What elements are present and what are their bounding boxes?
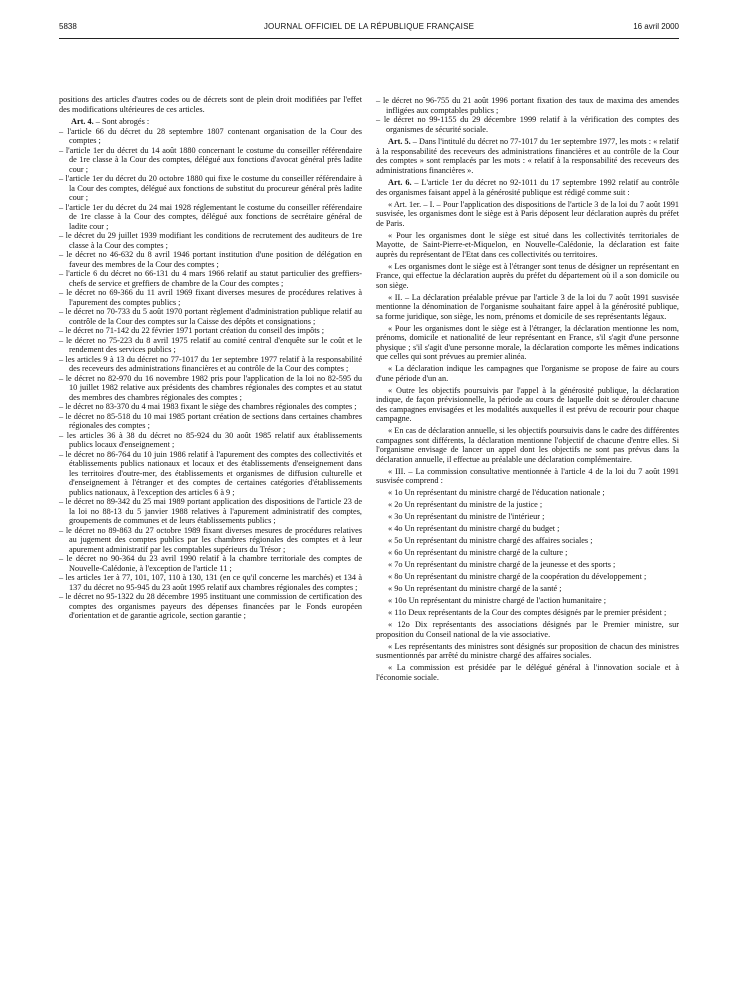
quoted-paragraph: « La commission est présidée par le délégué général à l'innovation sociale et à l'économie sociale. [376, 663, 679, 682]
article-4-label: Art. 4. [71, 117, 94, 126]
page-header [59, 22, 679, 36]
quoted-paragraph: « 1o Un représentant du ministre chargé de l'éducation nationale ; [388, 488, 605, 497]
list-item: – les articles 36 à 38 du décret no 85-924 du 30 août 1985 relatif aux établissements publics locaux d'enseignement ; [59, 430, 362, 449]
list-item: – le décret no 82-970 du 16 novembre 1982 pris pour l'application de la loi no 82-595 du 10 juillet 1982 relative aux présidents des chambres régionales des comptes et au statut des membres des chambres régionales des comptes ; [59, 373, 362, 402]
quoted-paragraph: « 10o Un représentant du ministre chargé de l'action humanitaire ; [388, 596, 607, 605]
right-column [376, 96, 679, 682]
quoted-paragraph: « La déclaration indique les campagnes que l'organisme se propose de faire au cours d'une période d'un an. [376, 364, 679, 383]
list-item: – le décret du 29 juillet 1939 modifiant les conditions de recrutement des auditeurs de 1re classe à la Cour des comptes ; [59, 231, 362, 250]
quoted-paragraph: « Les représentants des ministres sont désignés sur proposition de chacun des ministres susmentionnés par arrêté du ministre chargé des affaires sociales. [376, 641, 679, 660]
article-5-label: Art. 5. [388, 137, 411, 146]
article-4 [59, 117, 362, 127]
abrogation-list-continued [376, 96, 679, 134]
list-item: – le décret no 90-364 du 23 avril 1990 relatif à la chambre territoriale des comptes de Nouvelle-Calédonie, à l'exception de l'article 11 ; [59, 554, 362, 573]
list-item: – le décret no 69-366 du 11 avril 1969 fixant diverses mesures de procédures relatives à l'apurement des comptes publics ; [59, 288, 362, 307]
list-item: – le décret no 71-142 du 22 février 1971 portant création du conseil des impôts ; [59, 326, 325, 335]
quoted-paragraph: « Outre les objectifs poursuivis par l'appel à la générosité publique, la déclaration indique, de façon prévisionnelle, la période au cours de laquelle doit se dérouler chacune des campagnes envisagées et les modalités auxquelles il est prévu de recourir pour chaque campagne. [376, 385, 679, 423]
abrogation-list [59, 127, 362, 621]
page-number: 5838 [59, 22, 77, 31]
list-item: – le décret no 83-370 du 4 mai 1983 fixant le siège des chambres régionales des comptes ; [59, 402, 357, 411]
article-6 [376, 178, 679, 197]
quoted-paragraph: « 2o Un représentant du ministre de la justice ; [388, 500, 543, 509]
header-rule [59, 38, 679, 39]
quoted-paragraph: « 5o Un représentant du ministre chargé des affaires sociales ; [388, 536, 593, 545]
list-item: – l'article 66 du décret du 28 septembre 1807 contenant organisation de la Cour des comptes ; [59, 126, 362, 145]
article-6-label: Art. 6. [388, 178, 412, 187]
list-item: – les articles 9 à 13 du décret no 77-1017 du 1er septembre 1977 relatif à la responsabilité des receveurs des administrations financières et au contrôle de la Cour des comptes ; [59, 354, 362, 373]
list-item: – le décret no 89-863 du 27 octobre 1989 fixant diverses mesures de procédures relatives au jugement des comptes publics par les chambres régionales des comptes et à leur apurement administratif par les comptables supérieurs du Trésor ; [59, 525, 362, 554]
quoted-paragraph: « Art. 1er. – I. – Pour l'application des dispositions de l'article 3 de la loi du 7 août 1991 susvisée, les organismes dont le siège est à Paris déposent leur déclaration auprès du préfet de Paris. [376, 199, 679, 228]
list-item: – l'article 1er du décret du 14 août 1880 concernant le costume du conseiller référendaire de 1re classe à la Cour des comptes, délégué aux fonctions d'avocat général près ladite cour ; [59, 145, 362, 174]
article-4-text: – Sont abrogés : [93, 117, 150, 126]
article-5 [376, 137, 679, 175]
quoted-paragraph: « 11o Deux représentants de la Cour des comptes désignés par le premier président ; [388, 608, 667, 617]
list-item: – le décret no 70-733 du 5 août 1970 portant règlement d'administration publique relatif au contrôle de la Cour des comptes sur la Caisse des dépôts et consignations ; [59, 307, 362, 326]
left-column [59, 95, 362, 621]
journal-title: JOURNAL OFFICIEL DE LA RÉPUBLIQUE FRANÇAISE [263, 22, 475, 31]
list-item: – l'article 1er du décret du 20 octobre 1880 qui fixe le costume du conseiller référendaire à la Cour des comptes, délégué aux fonctions de substitut du procureur général près ladite cour ; [59, 174, 362, 202]
quoted-paragraph: « 3o Un représentant du ministre de l'intérieur ; [388, 512, 545, 521]
quoted-paragraph: « Les organismes dont le siège est à l'étranger sont tenus de désigner un représentant en France, qui effectue la déclaration auprès du préfet du département où il a son domicile ou son siège. [376, 261, 679, 290]
list-item: – le décret no 85-518 du 10 mai 1985 portant création de sections dans certaines chambres régionales des comptes ; [59, 411, 362, 430]
article-6-text: – L'article 1er du décret no 92-1011 du 17 septembre 1992 relatif au contrôle des organismes faisant appel à la générosité publique est rédigé comme suit : [376, 178, 679, 197]
list-item: – le décret no 99-1155 du 29 décembre 1999 relatif à la vérification des comptes des organismes de sécurité sociale. [376, 115, 679, 134]
list-item: – le décret no 89-342 du 25 mai 1989 portant application des dispositions de l'article 23 de la loi no 88-13 du 5 janvier 1988 relatives à l'apurement administratif des comptes, groupements de communes et de leurs établissements publics ; [59, 497, 362, 525]
quoted-paragraph: « III. – La commission consultative mentionnée à l'article 4 de la loi du 7 août 1991 susvisée comprend : [376, 466, 679, 485]
quoted-paragraph: « Pour les organismes dont le siège est à l'étranger, la déclaration mentionne les nom, prénoms, domicile et nationalité de leur représentant en France, s'il s'agit d'une personne physique ; s'il s'agit d'une personne morale, la déclaration comporte les mêmes indications que celles qui sont prévues au premier alinéa. [376, 323, 679, 361]
quoted-paragraph: « 6o Un représentant du ministre chargé de la culture ; [388, 548, 568, 557]
list-item: – les articles 1er à 77, 101, 107, 110 à 130, 131 (en ce qu'il concerne les marchés) et 134 à 137 du décret no 95-945 du 23 août 1995 relatif aux chambres régionales des comptes ; [59, 573, 362, 592]
list-item: – le décret no 86-764 du 10 juin 1986 relatif à l'apurement des comptes des collectivités et établissements publics nationaux et locaux et des établissements d'enseignement dans les territoires d'outre-mer, des établissements et organismes de diffusion culturelle et d'enseignement à l'étranger et des comptes de certaines catégories d'établissements publics nationaux, à l'exception des articles 6 à 9 ; [59, 449, 362, 497]
quoted-paragraph: « 8o Un représentant du ministre chargé de la coopération du développement ; [388, 572, 647, 581]
article-5-text: – Dans l'intitulé du décret no 77-1017 du 1er septembre 1977, les mots : « relatif à la responsabilité des receveurs des administrations financières et au contrôle de la Cour des comptes » sont remplacés par les mots : « relatif à la responsabilité des receveurs des administrations financières ». [376, 137, 679, 175]
quoted-paragraph: « 4o Un représentant du ministre chargé du budget ; [388, 524, 560, 533]
intro-paragraph: positions des articles d'autres codes ou de décrets sont de plein droit modifiées par l'effet des modifications ultérieures de ces articles. [59, 95, 362, 114]
quoted-paragraph: « 12o Dix représentants des associations désignés par le Premier ministre, sur proposition du Conseil national de la vie associative. [376, 620, 679, 639]
quoted-paragraph: « Pour les organismes dont le siège est situé dans les collectivités territoriales de Mayotte, de Saint-Pierre-et-Miquelon, en Nouvelle-Calédonie, la déclaration est faite auprès du représentant de l'Etat dans ces collectivités ou territoires. [376, 230, 679, 259]
list-item: – le décret no 96-755 du 21 août 1996 portant fixation des taux de maxima des amendes infligées aux comptables publics ; [376, 96, 679, 115]
list-item: – le décret no 75-223 du 8 avril 1975 relatif au comité central d'enquête sur le coût et le rendement des services publics ; [59, 335, 362, 354]
publication-date: 16 avril 2000 [633, 22, 679, 31]
quoted-paragraph: « 9o Un représentant du ministre chargé de la santé ; [388, 584, 562, 593]
list-item: – l'article 1er du décret du 24 mai 1928 réglementant le costume du conseiller référendaire de 1re classe à la Cour des comptes, délégué aux fonctions de secrétaire général de ladite cour ; [59, 202, 362, 231]
quoted-paragraph: « En cas de déclaration annuelle, si les objectifs poursuivis dans le cadre des différentes campagnes sont différents, la déclaration mentionne l'objectif de chacune d'entre elles. Si l'organisme envisage de lancer un appel dont les objectifs ne sont pas prévus dans la déclaration annuelle, il effectue au préalable une déclaration complémentaire. [376, 426, 679, 464]
quoted-paragraph: « 7o Un représentant du ministre chargé de la jeunesse et des sports ; [388, 560, 616, 569]
list-item: – le décret no 46-632 du 8 avril 1946 portant institution d'une position de délégation en faveur des membres de la Cour des comptes ; [59, 250, 362, 269]
list-item: – l'article 6 du décret no 66-131 du 4 mars 1966 relatif au statut particulier des greffiers-chefs de service et greffiers de chambre de la Cour des comptes ; [59, 269, 362, 288]
article-6-body [376, 200, 679, 683]
list-item: – le décret no 95-1322 du 28 décembre 1995 instituant une commission de certification des comptes des organismes payeurs des dépenses financées par le Fonds européen d'orientation et de garantie agricole, section garantie ; [59, 592, 362, 620]
quoted-paragraph: « II. – La déclaration préalable prévue par l'article 3 de la loi du 7 août 1991 susvisée mentionne la dénomination de l'organisme souhaitant faire appel à la générosité publique, sa forme juridique, son siège, les nom, prénoms et domicile de ses représentants légaux. [376, 292, 679, 321]
